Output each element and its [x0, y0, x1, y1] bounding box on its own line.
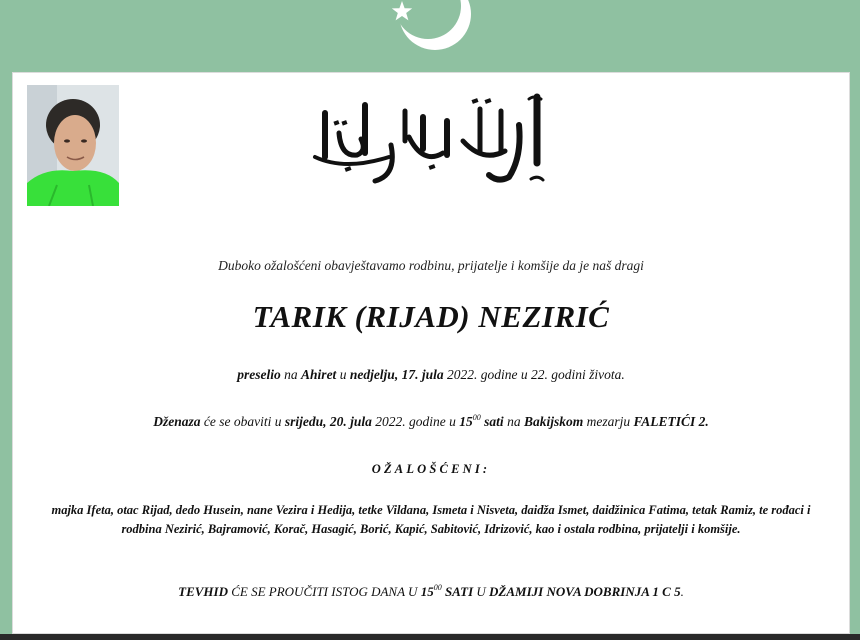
- obituary-notice: [12, 72, 850, 634]
- funeral-announcement: Dženaza će se obaviti u srijedu, 20. jula 2022. godine u $15^{00}$ sati na Bakijskom mezarju FALETIĆI 2.: [153, 413, 709, 429]
- bottom-bar: [0, 634, 860, 640]
- star-and-crescent-icon: [380, 0, 480, 62]
- death-announcement: preselio na Ahiret u nedjelju, 17. jula 2022. godine u 22. godini života.: [237, 367, 625, 382]
- deceased-name: TARIK (RIJAD) NEZIRIĆ: [252, 299, 610, 334]
- mourners-list: majka Ifeta, otac Rijad, dedo Husein, nane Vezira i Hedija, tetke Vildana, Ismeta i Nisveta, daidža Ismet, daidžinica Fatima, tetak Ramiz, te rođaci i rodbina Nezirić, Bajramović, Korač, Hasagić, Borić, Kapić, Sabitović, Idrizović, kao i ostala rodbina, prijatelji i komšije.: [51, 503, 811, 536]
- intro-text: Duboko ožalošćeni obavještavamo rodbinu, prijatelje i komšije da je naš dragi: [218, 258, 644, 273]
- tevhid-announcement: TEVHID ĆE SE PROUČITI ISTOG DANA U $15^{00}$ SATI U DŽAMIJI NOVA DOBRINJA 1 C 5.: [178, 583, 684, 599]
- portrait-photo: [27, 85, 119, 206]
- calligraphy: [305, 91, 551, 195]
- mourners-heading: OŽALOŠĆENI:: [371, 462, 491, 476]
